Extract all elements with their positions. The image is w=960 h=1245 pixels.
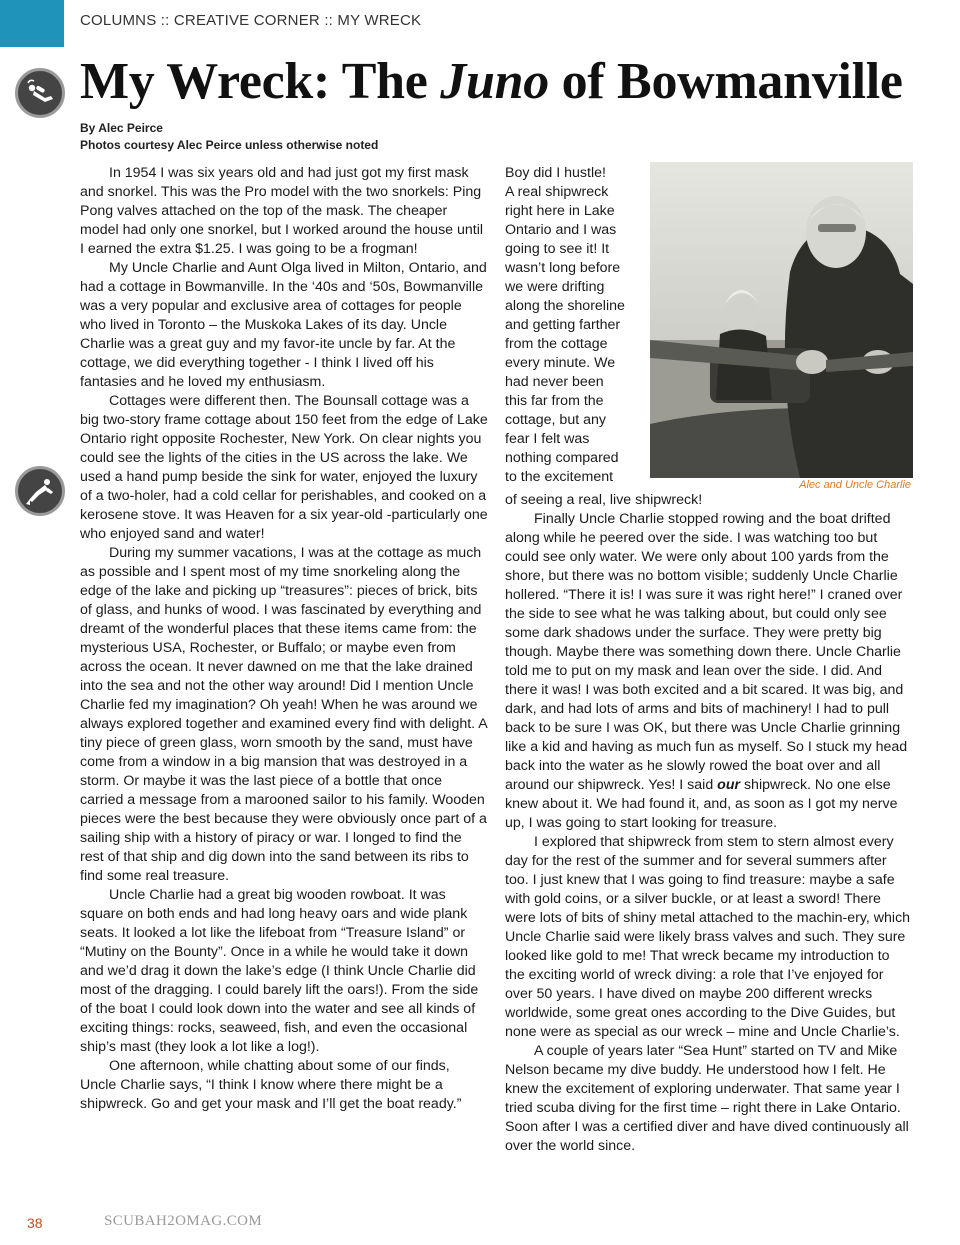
byline-block bbox=[80, 120, 378, 154]
title-part-2: of Bowmanville bbox=[548, 53, 903, 110]
breadcrumb: COLUMNS :: CREATIVE CORNER :: MY WRECK bbox=[80, 12, 422, 29]
wrap-line: this far from the bbox=[505, 393, 604, 409]
paragraph-cottages: Cottages were different then. The Bounsall cottage was a big two-story frame cottage about 150 feet from the edge of Lake Ontario right opposite Rochester, New York. On clear nights you could see the lights of the cities in the US across the lake. We used a hand pump beside the sink for water, enjoyed the luxury of a two-holer, had a cold cellar for perishables, and cooked on a kerosene stove. It was Heaven for a six year-old -particularly one who enjoyed sand and water! bbox=[80, 393, 488, 542]
page-number: 38 bbox=[27, 1215, 43, 1231]
article-title bbox=[80, 52, 903, 112]
site-name: SCUBAH2OMAG.COM bbox=[104, 1213, 263, 1229]
wrap-line: nothing compared bbox=[505, 450, 619, 466]
wrap-line: going to see it! It bbox=[505, 241, 610, 257]
paragraph-1954: In 1954 I was six years old and had just got my first mask and snorkel. This was the Pro model with the two snorkels: Ping Pong valves attached on the top of the mask. The cheaper model had only one snorkel, but I worked around the house until I earned the extra $1.25. I was going to be a frogman! bbox=[80, 165, 484, 257]
photo-wrap-text bbox=[505, 164, 639, 487]
paragraph-summer-vacations: During my summer vacations, I was at the cottage as much as possible and I spent most of my time snorkeling along the edge of the lake and picking up “treasures”: pieces of brick, bits of glass, and hunks of wood. I was fascinated by everything and dreamt of the wonderful places that these items came from: the mysterious USA, Rochester, or Buffalo; or maybe even from across the ocean. It never dawned on me that the lake drained into the sea and not the other way around! Did I mention Uncle Charlie fed my imagination? Oh yeah! When he was around we always explored together and examined every find with delight. A tiny piece of green glass, worn smooth by the sand, must have come from a window in a big mansion that was destroyed in a storm. Or maybe it was the last piece of a bottle that once carried a message from a marooned sailor to his family. Wooden pieces were the best because they were obviously once part of a sailing ship with a history of piracy or war. I longed to find the rest of that ship and dig down into the sand between its ribs to find some real treasure. bbox=[80, 545, 487, 884]
right-column bbox=[505, 491, 913, 1156]
paragraph-sea-hunt: A couple of years later “Sea Hunt” started on TV and Mike Nelson became my dive buddy. He understood how I felt. He knew the excitement of exploring underwater. That same year I tried scuba diving for the first time – right there in Lake Ontario. Soon after I was a certified diver and have dived continuously all over the world since. bbox=[505, 1043, 909, 1154]
paragraph-rowboat: Uncle Charlie had a great big wooden rowboat. It was square on both ends and had long heavy oars and wide plank seats. It looked a lot like the lifeboat from “Treasure Island” or “Mutiny on the Bounty”. Once in a while he would take it down and we’d drag it down the lake’s edge (I think Uncle Charlie did most of the dragging. I could barely lift the oars!). From the side of the boat I could look down into the water and see all kinds of exciting things: rocks, seaweed, fish, and even the occasional ship’s mast (they look a lot like a log!). bbox=[80, 887, 479, 1055]
photo-alec-and-uncle-charlie bbox=[650, 162, 913, 478]
wrap-line: from the cottage bbox=[505, 336, 608, 352]
photo-caption: Alec and Uncle Charlie bbox=[799, 479, 911, 491]
paragraph-finally bbox=[505, 510, 913, 833]
paragraph-one-afternoon: One afternoon, while chatting about some of our finds, Uncle Charlie says, “I think I know where there might be a shipwreck. Go and get your mask and I’ll get the boat ready.” bbox=[80, 1058, 462, 1112]
wrap-line: Ontario and I was bbox=[505, 222, 617, 238]
wrap-line: every minute. We bbox=[505, 355, 616, 371]
wrap-line: A real shipwreck bbox=[505, 184, 609, 200]
photo-credit: Photos courtesy Alec Peirce unless otherwise noted bbox=[80, 138, 379, 152]
paragraph-uncle-charlie: My Uncle Charlie and Aunt Olga lived in Milton, Ontario, and had a cottage in Bowmanville. In the ‘40s and ‘50s, Bowmanville was a very popular and exclusive area of cottages for people who lived in Toronto – the Muskoka Lakes of its day. Uncle Charlie was a great guy and my favor-ite uncle by far. At the cottage, we did everything together - I think I lived off his fantasies and he loved my enthusiasm. bbox=[80, 260, 487, 390]
wrap-line: fear I felt was bbox=[505, 431, 590, 447]
wrap-line: we were drifting bbox=[505, 279, 605, 295]
wrap-tail-line: of seeing a real, live shipwreck! bbox=[505, 492, 703, 508]
wrap-line: to the excitement bbox=[505, 469, 614, 485]
wrap-line: wasn’t long before bbox=[505, 260, 621, 276]
wrap-line: had never been bbox=[505, 374, 604, 390]
wrap-line: right here in Lake bbox=[505, 203, 615, 219]
section-color-tab bbox=[0, 0, 64, 47]
wrap-line: along the shoreline bbox=[505, 298, 625, 314]
emphasis-our: our bbox=[717, 777, 741, 793]
wrap-line: cottage, but any bbox=[505, 412, 606, 428]
wrap-line: and getting farther bbox=[505, 317, 621, 333]
paragraph-explored: I explored that shipwreck from stem to stern almost every day for the rest of the summer and for several summers after too. I just knew that I was going to find treasure: maybe a safe with gold coins, or a silver buckle, or at least a sword! There were lots of bits of shiny metal attached to the machin-ery, which Uncle Charlie said were likely brass valves and such. They sure looked like gold to me! That wreck became my introduction to the exciting world of wreck diving: a role that I’ve enjoyed for over 50 years. I have dived on maybe 200 different wrecks worldwide, some great ones according to the Dive Guides, but none were as special as our wreck – mine and Uncle Charlie’s. bbox=[505, 834, 911, 1040]
finally-text-start: Finally Uncle Charlie stopped rowing and the boat drifted along while he peered over the side. I was watching too but could see only water. We were only about 100 yards from the shore, but there was no bottom visible; suddenly Uncle Charlie hollered. “There it is! I was sure it was right here!” I craned over the side to see what he was talking about, but could only see some dark shadows under the surface. They were pretty big though. Maybe there was something down there. Uncle Charlie told me to put on my mask and lean over the side. I did. And there it was! I was both excited and a bit scared. It was big, and dark, and had lots of arms and bits of machinery! I had to pull back to be sure I was OK, but there was Uncle Charlie grinning like a kid and having as much fun as myself. So I stuck my head back into the water as he slowly rowed the boat over and all around our shipwreck. Yes! I said bbox=[505, 511, 908, 793]
wrap-line: Boy did I hustle! bbox=[505, 165, 606, 181]
swimming-diver-icon bbox=[15, 466, 65, 516]
scuba-diver-icon bbox=[15, 68, 65, 118]
title-italic-juno: Juno bbox=[440, 53, 549, 110]
finally-text-end: shipwreck. No one else knew about it. We had found it, and, as soon as I got my nerve up, I was going to start looking for treasure. bbox=[505, 777, 898, 831]
left-column bbox=[80, 164, 488, 1114]
author-byline: By Alec Peirce bbox=[80, 121, 163, 135]
title-part-1: My Wreck: The bbox=[80, 53, 441, 110]
